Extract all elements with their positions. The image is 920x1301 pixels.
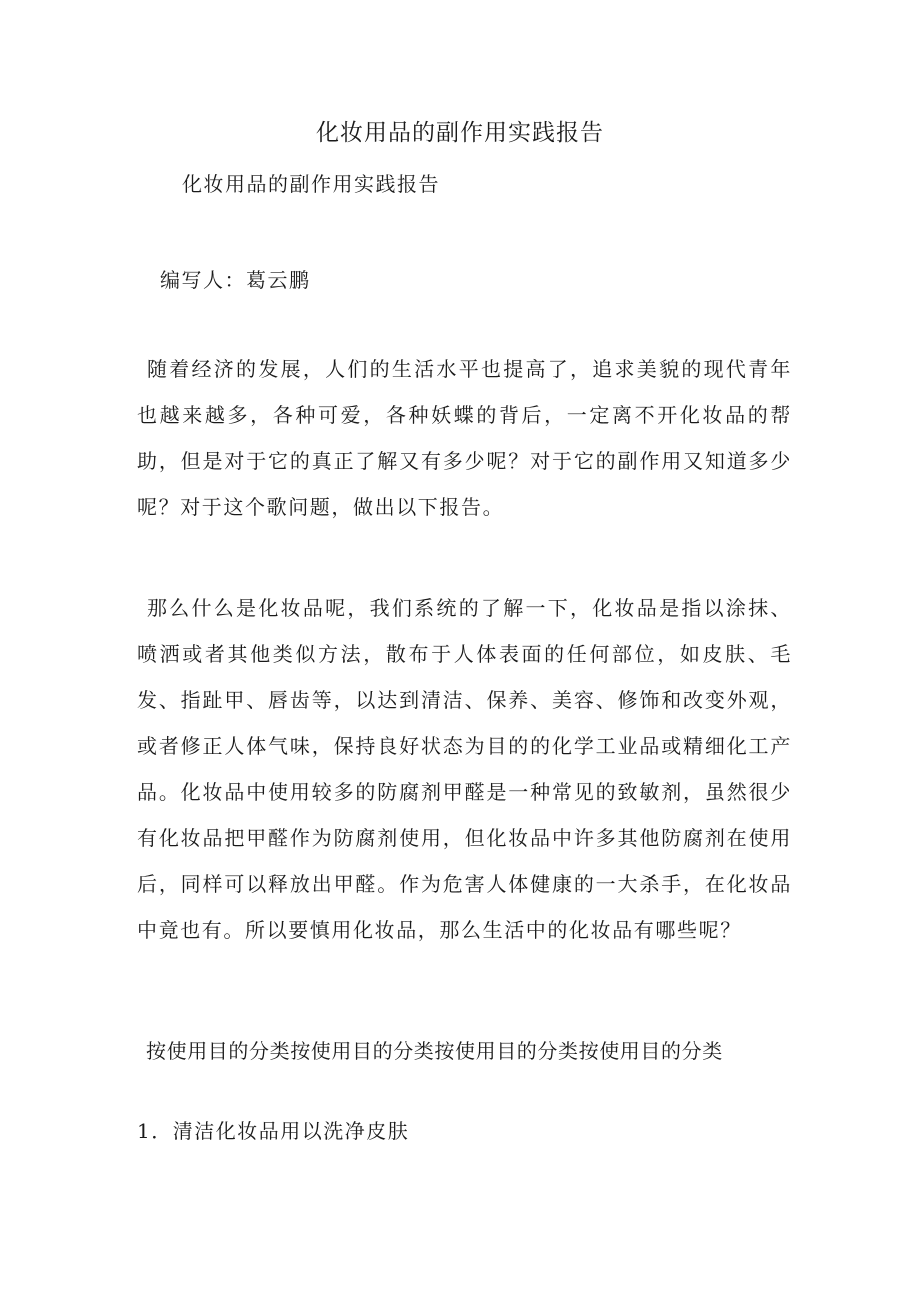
classification-heading: 按使用目的分类按使用目的分类按使用目的分类按使用目的分类: [146, 1039, 723, 1063]
document-title: 化妆用品的副作用实践报告: [316, 120, 604, 146]
paragraph-intro: 随着经济的发展，人们的生活水平也提高了，追求美貌的现代青年也越来越多，各种可爱，各种妖蝶的背后，一定离不开化妆品的帮助，但是对于它的真正了解又有多少呢？对于它的副作用又知道多少呢？对于这个歌问题，做出以下报告。: [137, 357, 792, 519]
author-line: 编写人：葛云鹏: [160, 268, 311, 292]
list-item-cleansing: 1．清洁化妆品用以洗净皮肤: [137, 1119, 410, 1143]
paragraph-definition: 那么什么是化妆品呢，我们系统的了解一下，化妆品是指以涂抹、喷洒或者其他类似方法，散布于人体表面的任何部位，如皮肤、毛发、指趾甲、唇齿等，以达到清洁、保养、美容、修饰和改变外观，或者修正人体气味，保持良好状态为目的的化学工业品或精细化工产品。化妆品中使用较多的防腐剂甲醛是一种常见的致敏剂，虽然很少有化妆品把甲醛作为防腐剂使用，但化妆品中许多其他防腐剂在使用后，同样可以释放出甲醛。作为危害人体健康的一大杀手，在化妆品中竟也有。所以要慎用化妆品，那么生活中的化妆品有哪些呢？: [137, 596, 792, 942]
document-subtitle: 化妆用品的副作用实践报告: [182, 172, 440, 196]
